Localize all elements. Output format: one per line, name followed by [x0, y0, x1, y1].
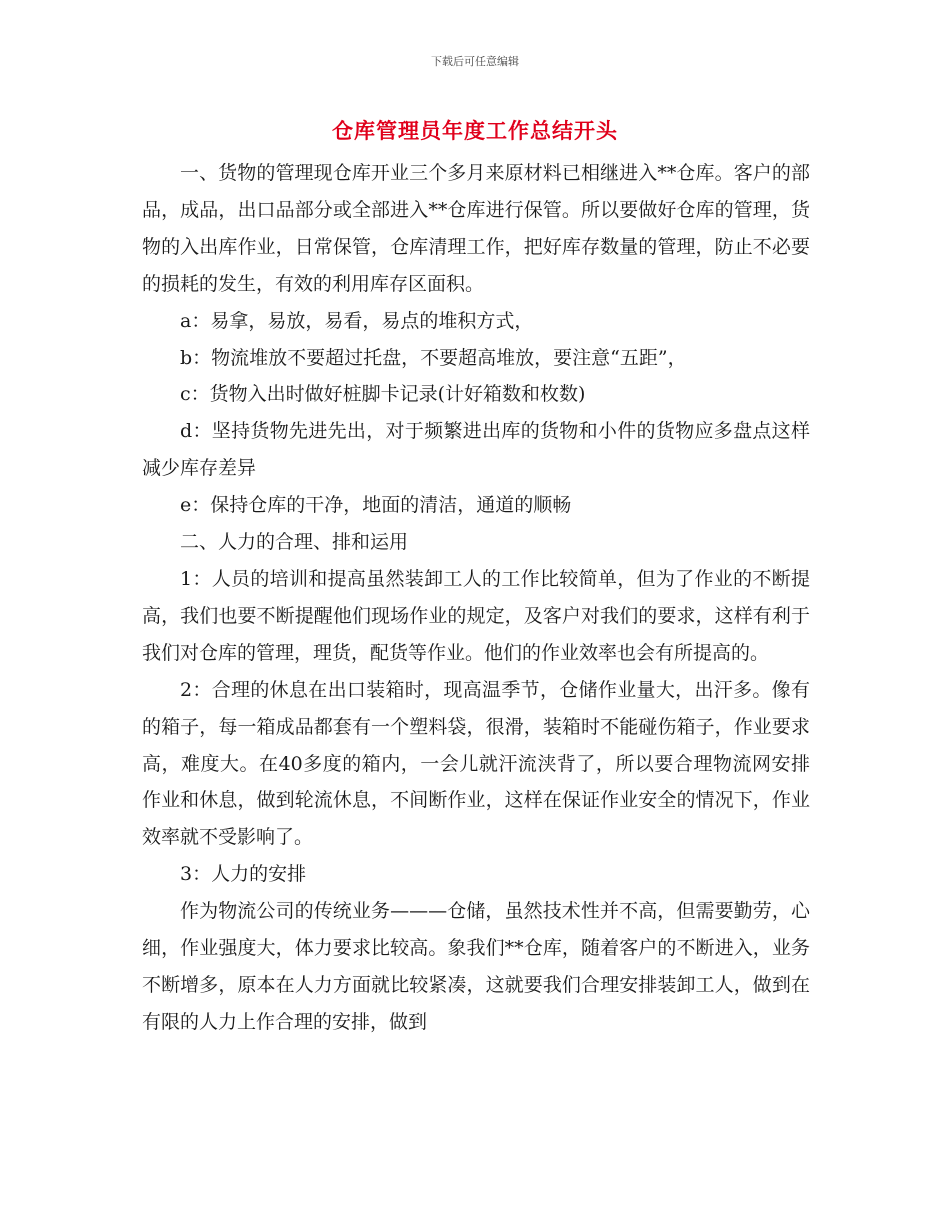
document-title: 仓库管理员年度工作总结开头 [332, 118, 618, 143]
paragraph-4: c：货物入出时做好桩脚卡记录(计好箱数和枚数) [180, 383, 586, 406]
paragraph-3: b：物流堆放不要超过托盘，不要超高堆放，要注意“五距”， [180, 346, 687, 369]
paragraph-1: 一、货物的管理现仓库开业三个多月来原材料已相继进入**仓库。客户的部品，成品，出口品部分或全部进入**仓库进行保管。所以要做好仓库的管理，货物的入出库作业，日常保管，仓库清理工作，把好库存数量的管理，防止不必要的损耗的发生，有效的利用库存区面积。 [142, 162, 810, 295]
document-body [142, 155, 810, 1041]
paragraph-6: e：保持仓库的干净，地面的清洁，通道的顺畅 [180, 494, 572, 517]
page-header: 下载后可任意编辑 [431, 55, 519, 68]
paragraph-10: 3：人力的安排 [180, 863, 307, 886]
paragraph-9: 2：合理的休息在出口装箱时，现高温季节，仓储作业量大，出汗多。像有的箱子，每一箱成品都套有一个塑料袋，很滑，装箱时不能碰伤箱子，作业要求高，难度大。在40多度的箱内，一会儿就汗流浃背了，所以要合理物流网安排作业和休息，做到轮流休息，不间断作业，这样在保证作业安全的情况下，作业效率就不受影响了。 [142, 678, 810, 849]
paragraph-7: 二、人力的合理、排和运用 [180, 531, 409, 554]
paragraph-8: 1：人员的培训和提高虽然装卸工人的工作比较简单，但为了作业的不断提高，我们也要不断提醒他们现场作业的规定，及客户对我们的要求，这样有利于我们对仓库的管理，理货，配货等作业。他们的作业效率也会有所提高的。 [142, 567, 810, 664]
paragraph-2: a：易拿，易放，易看，易点的堆积方式， [180, 309, 534, 332]
paragraph-5: d：坚持货物先进先出，对于频繁进出库的货物和小件的货物应多盘点这样减少库存差异 [142, 420, 810, 480]
paragraph-11: 作为物流公司的传统业务———仓储，虽然技术性并不高，但需要勤劳，心细，作业强度大，体力要求比较高。象我们**仓库，随着客户的不断进入，业务不断增多，原本在人力方面就比较紧凑，这就要我们合理安排装卸工人，做到在有限的人力上作合理的安排，做到 [142, 900, 810, 1033]
